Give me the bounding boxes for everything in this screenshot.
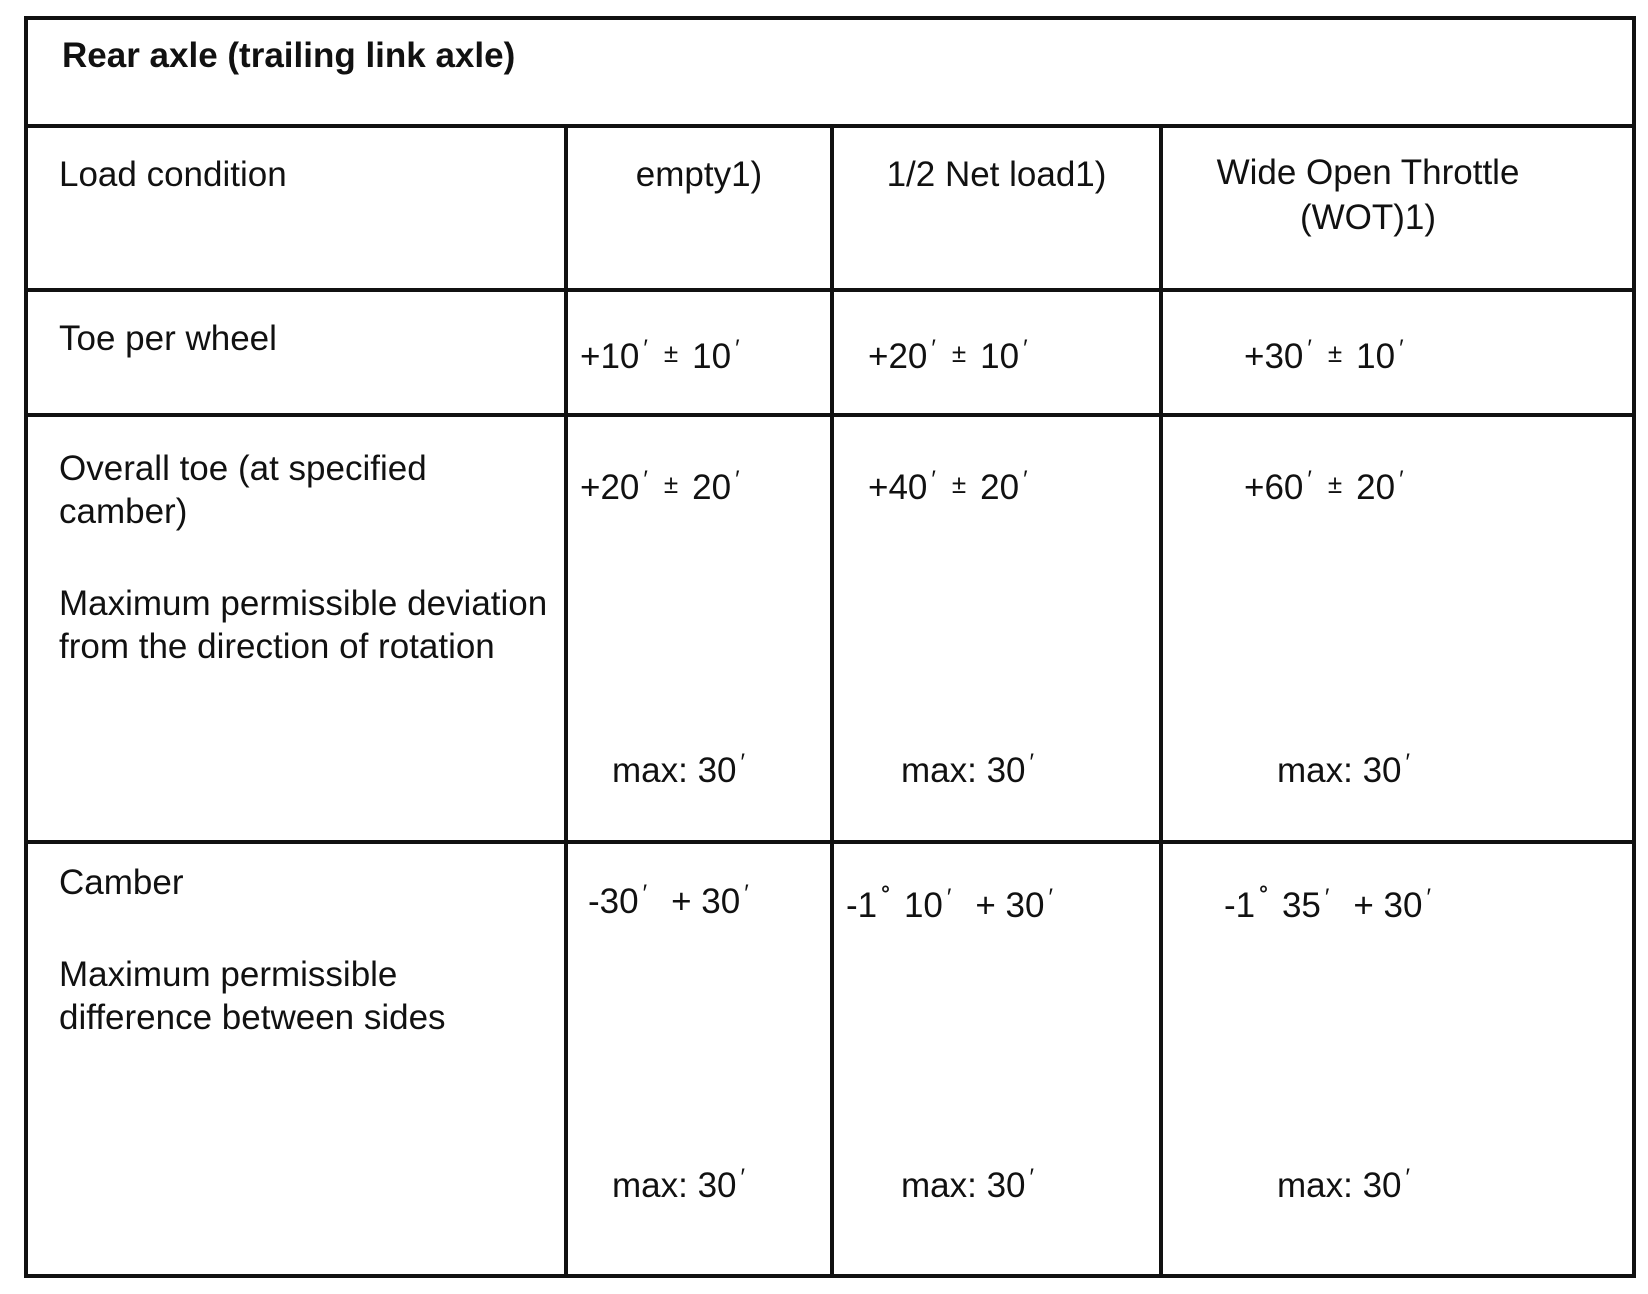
camber-diff-label-line1: Maximum permissible (59, 955, 398, 994)
camber-plus: + 30 (671, 882, 741, 921)
overall-toe-tolerance: 20 (1356, 468, 1396, 507)
overall-toe-max-empty (612, 740, 745, 793)
camber-minutes: 35 (1281, 886, 1321, 925)
title-row (28, 20, 1632, 128)
max-value: max: 30 (612, 1166, 737, 1205)
max-value: max: 30 (1277, 1166, 1402, 1205)
overall-toe-tolerance: 20 (980, 468, 1020, 507)
alignment-spec-table (24, 16, 1636, 1278)
minute-mark: ′ (1029, 1164, 1034, 1191)
toe-base: +30 (1244, 337, 1304, 376)
column-divider (830, 126, 834, 1274)
header-load-condition: Load condition (59, 155, 287, 194)
toe-value-half-load (868, 326, 1028, 379)
minute-mark: ′ (1426, 884, 1431, 911)
minute-mark: ′ (1405, 749, 1410, 776)
minute-mark: ′ (740, 749, 745, 776)
table-title: Rear axle (trailing link axle) (62, 36, 516, 75)
camber-max-empty (612, 1155, 745, 1208)
minute-mark: ′ (744, 880, 749, 907)
overall-toe-base: +20 (580, 468, 640, 507)
camber-value-wot (1224, 871, 1431, 928)
degree-mark: ° (1259, 881, 1268, 906)
camber-max-wot (1277, 1155, 1410, 1208)
overall-toe-tolerance: 20 (692, 468, 732, 507)
minute-mark: ′ (1023, 466, 1028, 493)
max-value: max: 30 (612, 751, 737, 790)
max-deviation-label-line2: from the direction of rotation (59, 627, 495, 666)
toe-tolerance: 10 (980, 337, 1020, 376)
minute-mark: ′ (735, 335, 740, 362)
minute-mark: ′ (1048, 884, 1053, 911)
degree-mark: ° (881, 881, 890, 906)
toe-value-empty (580, 326, 740, 379)
camber-degrees: -1 (1224, 886, 1256, 925)
minute-mark: ′ (740, 1164, 745, 1191)
camber-max-half-load (901, 1155, 1034, 1208)
header-empty: empty1) (635, 155, 763, 194)
camber-value-empty (588, 871, 749, 924)
minute-mark: ′ (1399, 466, 1404, 493)
column-divider (1159, 126, 1163, 1274)
header-wot-line1: Wide Open Throttle (1216, 153, 1520, 192)
toe-tolerance: 10 (1356, 337, 1396, 376)
plus-minus-sign: ± (951, 469, 967, 499)
camber-degrees: -1 (846, 886, 878, 925)
toe-base: +20 (868, 337, 928, 376)
overall-toe-label-line2: camber) (59, 492, 188, 531)
plus-minus-sign: ± (663, 469, 679, 499)
camber-label: Camber (59, 863, 184, 902)
max-value: max: 30 (901, 1166, 1026, 1205)
minute-mark: ′ (1399, 335, 1404, 362)
plus-minus-sign: ± (951, 338, 967, 368)
minute-mark: ′ (1023, 335, 1028, 362)
overall-toe-label-line1: Overall toe (at specified (59, 449, 427, 488)
overall-toe-value-wot (1244, 457, 1404, 510)
toe-value-wot (1244, 326, 1404, 379)
overall-toe-base: +40 (868, 468, 928, 507)
max-value: max: 30 (1277, 751, 1402, 790)
minute-mark: ′ (1307, 335, 1312, 362)
minute-mark: ′ (931, 335, 936, 362)
overall-toe-value-half-load (868, 457, 1028, 510)
header-half-net-load: 1/2 Net load1) (886, 155, 1107, 194)
camber-plus: + 30 (975, 886, 1045, 925)
minute-mark: ′ (643, 466, 648, 493)
header-wot-line2: (WOT)1) (1299, 198, 1437, 237)
plus-minus-sign: ± (1327, 338, 1343, 368)
max-value: max: 30 (901, 751, 1026, 790)
plus-minus-sign: ± (663, 338, 679, 368)
camber-minutes: 10 (903, 886, 943, 925)
max-deviation-label-line1: Maximum permissible deviation (59, 584, 548, 623)
camber-value-half-load (846, 871, 1053, 928)
minute-mark: ′ (735, 466, 740, 493)
minute-mark: ′ (1405, 1164, 1410, 1191)
camber-plus: + 30 (1353, 886, 1423, 925)
minute-mark: ′ (931, 466, 936, 493)
minute-mark: ′ (642, 880, 648, 907)
toe-tolerance: 10 (692, 337, 732, 376)
camber-diff-label-line2: difference between sides (59, 998, 446, 1037)
row-divider (28, 840, 1632, 844)
minute-mark: ′ (1307, 466, 1312, 493)
row-divider (28, 288, 1632, 292)
toe-base: +10 (580, 337, 640, 376)
minute-mark: ′ (1324, 884, 1330, 911)
row-divider (28, 413, 1632, 417)
minute-mark: ′ (946, 884, 952, 911)
plus-minus-sign: ± (1327, 469, 1343, 499)
minute-mark: ′ (1029, 749, 1034, 776)
overall-toe-base: +60 (1244, 468, 1304, 507)
overall-toe-value-empty (580, 457, 740, 510)
column-divider (564, 126, 568, 1274)
overall-toe-max-half-load (901, 740, 1034, 793)
minute-mark: ′ (643, 335, 648, 362)
overall-toe-max-wot (1277, 740, 1410, 793)
camber-min: -30 (588, 882, 639, 921)
toe-per-wheel-label: Toe per wheel (59, 319, 277, 358)
